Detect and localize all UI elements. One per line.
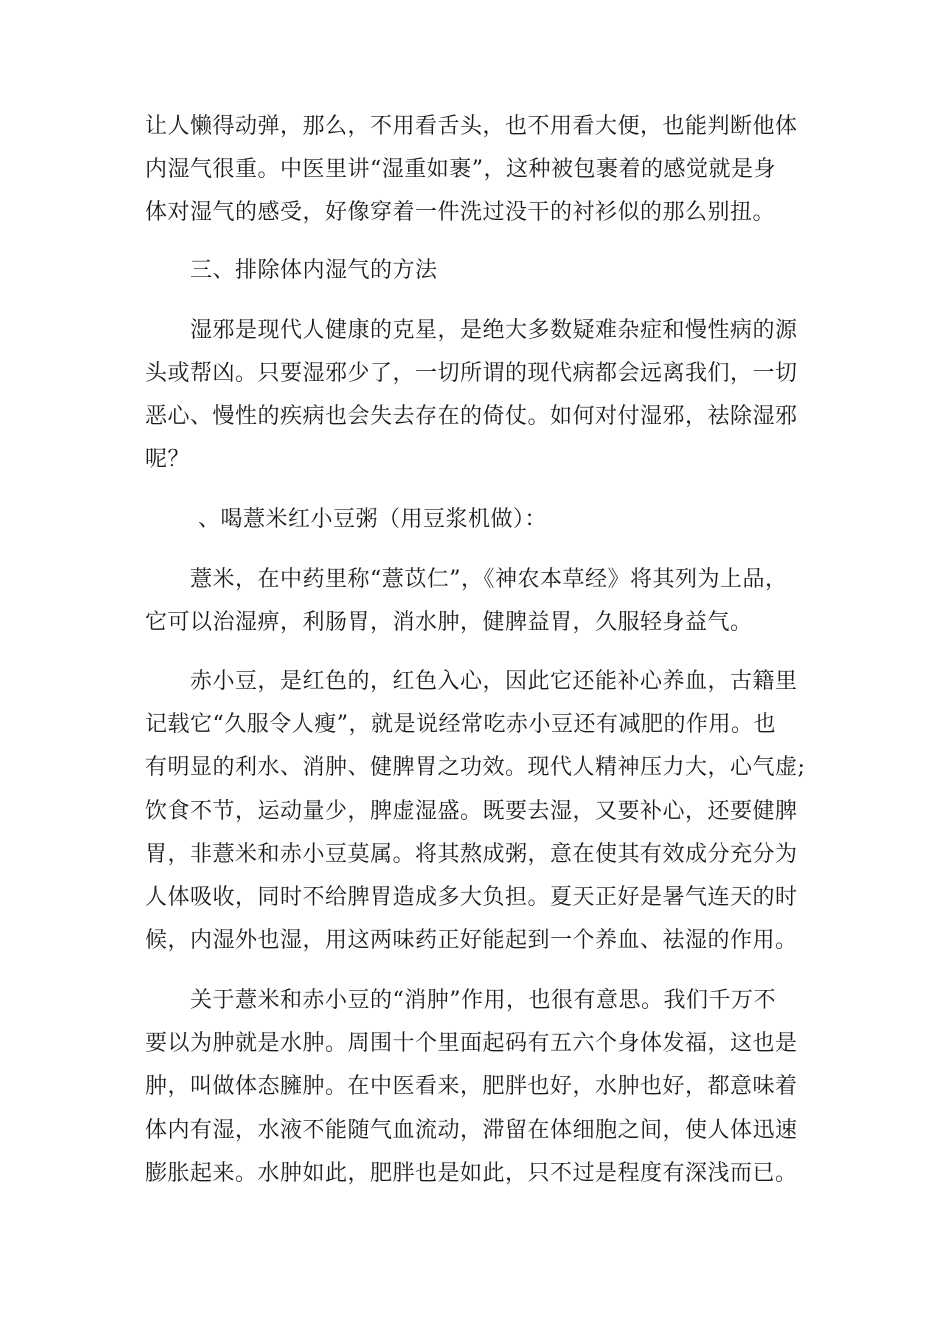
text-line: 体内有湿，水液不能随气血流动，滞留在体细胞之间，使人体迅速 — [145, 1118, 798, 1143]
text-line: 薏米，在中药里称“薏苡仁”，《神农本草经》将其列为上品， — [190, 567, 788, 592]
text-line: 人体吸收，同时不给脾胃造成多大负担。夏天正好是暑气连天的时 — [145, 885, 798, 910]
text-line: 头或帮凶。只要湿邪少了，一切所谓的现代病都会远离我们，一切 — [145, 361, 798, 386]
text-line: 关于薏米和赤小豆的“消肿”作用，也很有意思。我们千万不 — [190, 988, 776, 1013]
text-line: 肿，叫做体态臃肿。在中医看来，肥胖也好，水肿也好，都意味着 — [145, 1074, 798, 1099]
text-line: 饮食不节，运动量少，脾虚湿盛。既要去湿，又要补心，还要健脾 — [145, 799, 798, 824]
text-line: 恶心、慢性的疾病也会失去存在的倚仗。如何对付湿邪，祛除湿邪 — [145, 404, 798, 429]
text-line: 有明显的利水、消肿、健脾胃之功效。现代人精神压力大，心气虚; — [145, 755, 806, 780]
text-line: 呢？ — [145, 447, 191, 472]
text-line: 让人懒得动弹，那么，不用看舌头，也不用看大便，也能判断他体 — [145, 114, 798, 139]
text-line: 赤小豆，是红色的，红色入心，因此它还能补心养血，古籍里 — [190, 669, 798, 694]
text-line: 体对湿气的感受，好像穿着一件洗过没干的衬衫似的那么别扭。 — [145, 200, 776, 225]
text-line: 胃，非薏米和赤小豆莫属。将其熬成粥，意在使其有效成分充分为 — [145, 842, 798, 867]
subheading: 、喝薏米红小豆粥（用豆浆机做）： — [198, 507, 548, 532]
text-line: 内湿气很重。中医里讲“湿重如裹”，这种被包裹着的感觉就是身 — [145, 157, 776, 182]
text-line: 记载它“久服令人瘦”，就是说经常吃赤小豆还有减肥的作用。也 — [145, 712, 776, 737]
section-heading: 三、排除体内湿气的方法 — [190, 258, 438, 283]
text-line: 要以为肿就是水肿。周围十个里面起码有五六个身体发福，这也是 — [145, 1031, 798, 1056]
text-line: 候，内湿外也湿，用这两味药正好能起到一个养血、祛湿的作用。 — [145, 928, 798, 953]
text-line: 湿邪是现代人健康的克星，是绝大多数疑难杂症和慢性病的源 — [190, 318, 798, 343]
text-line: 膨胀起来。水肿如此，肥胖也是如此，只不过是程度有深浅而已。 — [145, 1161, 798, 1186]
text-line: 它可以治湿痹，利肠胃，消水肿，健脾益胃，久服轻身益气。 — [145, 610, 753, 635]
